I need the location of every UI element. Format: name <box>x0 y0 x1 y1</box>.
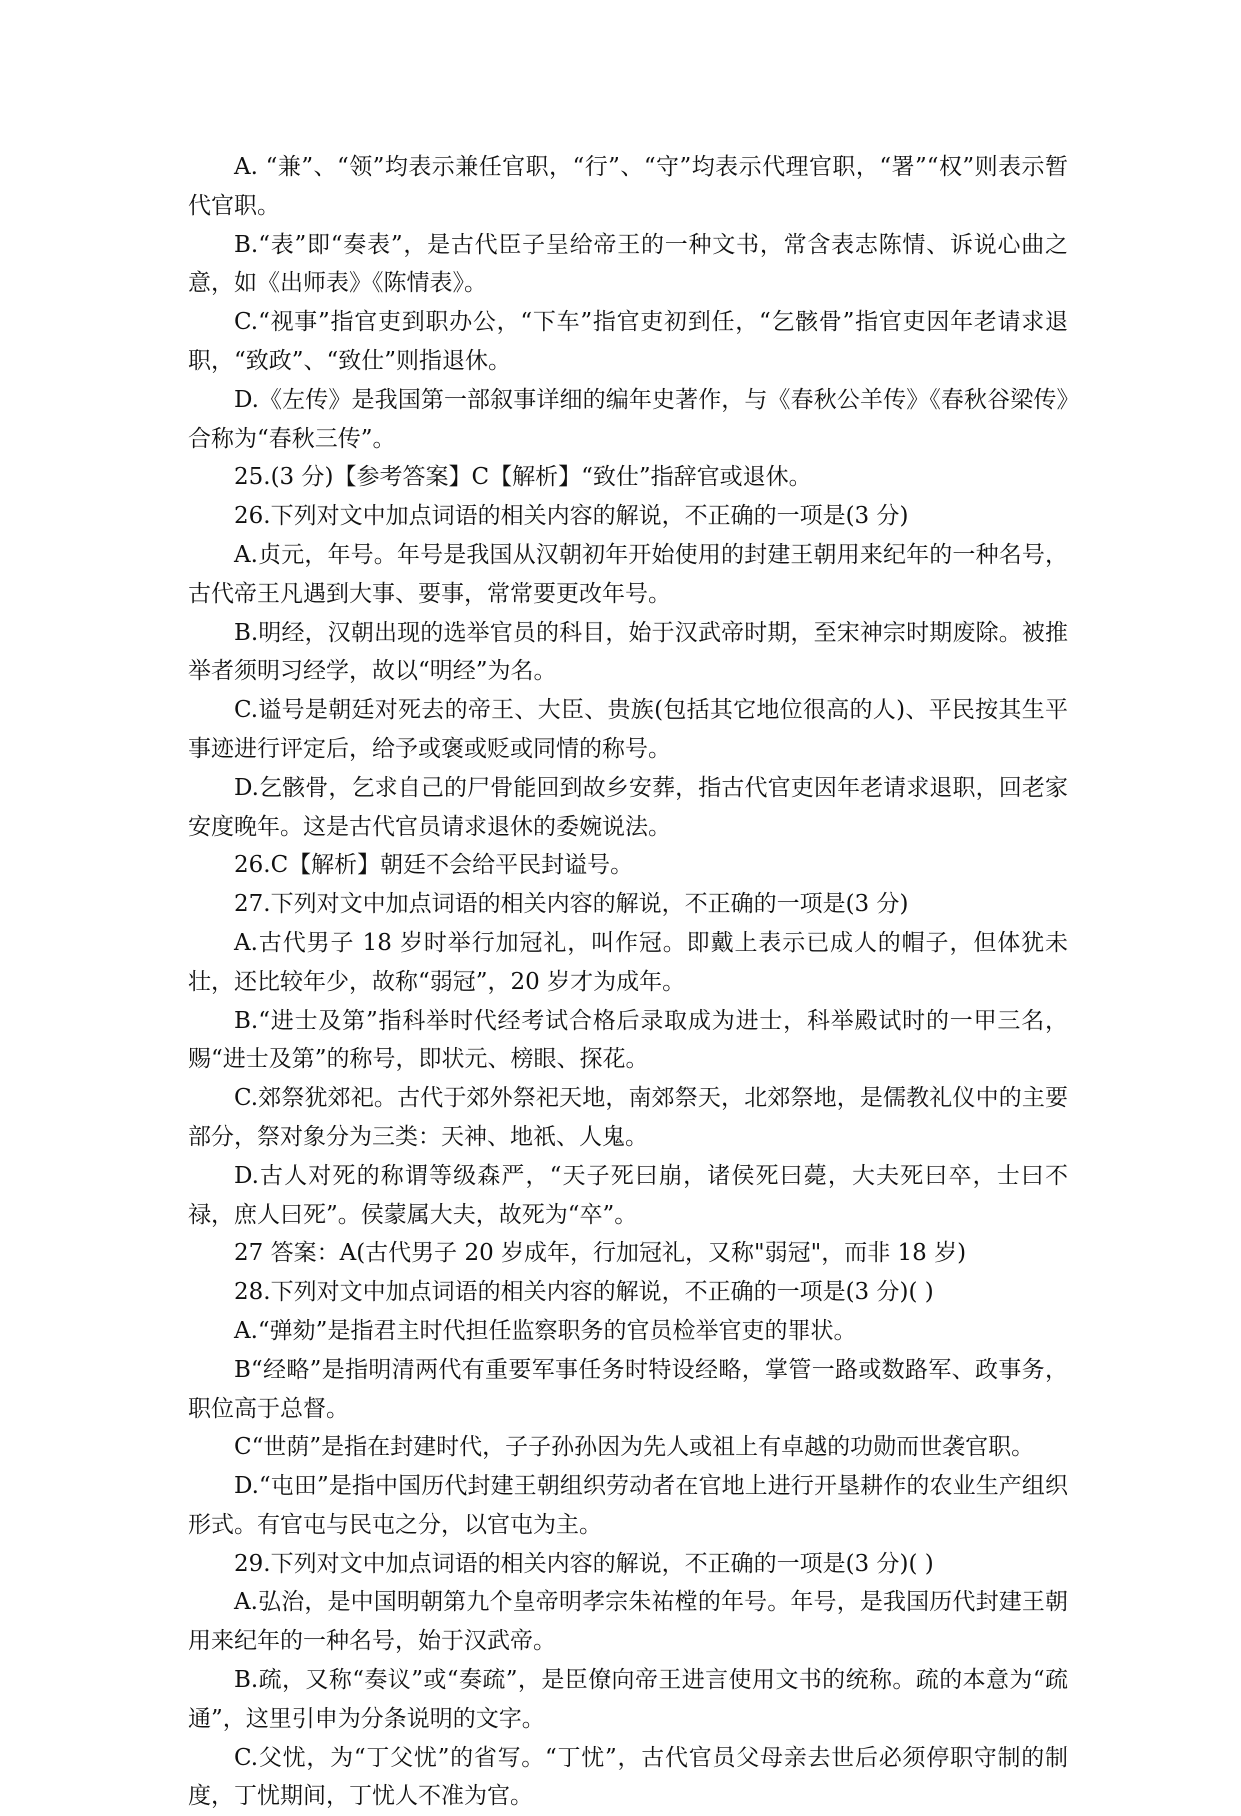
option-b-paragraph: B.“表”即“奏表”，是古代臣子呈给帝王的一种文书，常含表志陈情、诉说心曲之意，如《出师表》《陈情表》。 <box>188 231 1068 297</box>
question-28-option-c: C“世荫”是指在封建时代，子子孙孙因为先人或祖上有卓越的功勋而世袭官职。 <box>234 1434 1035 1461</box>
question-29-option-c: C.父忧，为“丁父忧”的省写。“丁忧”，古代官员父母亲去世后必须停职守制的制度，丁忧期间，丁忧人不准为官。 <box>188 1744 1068 1810</box>
question-28-option-d: D.“屯田”是指中国历代封建王朝组织劳动者在官地上进行开垦耕作的农业生产组织形式。有官屯与民屯之分，以官屯为主。 <box>188 1473 1068 1538</box>
option-d-paragraph: D.《左传》是我国第一部叙事详细的编年史著作，与《春秋公羊传》《春秋谷梁传》合称为“春秋三传”。 <box>188 386 1068 452</box>
answer-27: 27 答案：A(古代男子 20 岁成年，行加冠礼，又称"弱冠"，而非 18 岁) <box>234 1240 967 1267</box>
answer-25: 25.(3 分)【参考答案】C【解析】“致仕”指辞官或退休。 <box>234 464 812 491</box>
question-27-option-d: D.古人对死的称谓等级森严，“天子死曰崩，诸侯死曰薨，大夫死曰卒，士曰不禄，庶人曰死”。侯蒙属大夫，故死为“卒”。 <box>188 1162 1068 1228</box>
question-26-option-b: B.明经，汉朝出现的选举官员的科目，始于汉武帝时期，至宋神宗时期废除。被推举者须明习经学，故以“明经”为名。 <box>188 619 1068 685</box>
question-29-option-a: A.弘治，是中国明朝第九个皇帝明孝宗朱祐樘的年号。年号，是我国历代封建王朝用来纪年的一种名号，始于汉武帝。 <box>188 1589 1068 1655</box>
question-29: 29.下列对文中加点词语的相关内容的解说，不正确的一项是(3 分)( ) <box>234 1550 934 1577</box>
document-body <box>188 148 1068 1816</box>
question-28: 28.下列对文中加点词语的相关内容的解说，不正确的一项是(3 分)( ) <box>234 1279 934 1306</box>
question-26: 26.下列对文中加点词语的相关内容的解说，不正确的一项是(3 分) <box>234 503 909 530</box>
question-26-option-a: A.贞元，年号。年号是我国从汉朝初年开始使用的封建王朝用来纪年的一种名号，古代帝王凡遇到大事、要事，常常要更改年号。 <box>188 541 1068 607</box>
option-a-paragraph: A. “兼”、“领”均表示兼任官职，“行”、“守”均表示代理官职，“署”“权”则表示暂代官职。 <box>188 154 1068 219</box>
question-28-option-b: B“经略”是指明清两代有重要军事任务时特设经略，掌管一路或数路军、政事务，职位高于总督。 <box>188 1356 1068 1422</box>
question-26-option-c: C.谥号是朝廷对死去的帝王、大臣、贵族(包括其它地位很高的人)、平民按其生平事迹进行评定后，给予或褒或贬或同情的称号。 <box>188 697 1068 762</box>
question-27-option-a: A.古代男子 18 岁时举行加冠礼，叫作冠。即戴上表示已成人的帽子，但体犹未壮，还比较年少，故称“弱冠”，20 岁才为成年。 <box>188 929 1068 995</box>
answer-26: 26.C【解析】朝廷不会给平民封谥号。 <box>234 852 634 879</box>
question-27-option-b: B.“进士及第”指科举时代经考试合格后录取成为进士，科举殿试时的一甲三名，赐“进士及第”的称号，即状元、榜眼、探花。 <box>188 1007 1068 1073</box>
question-28-option-a: A.“弹劾”是指君主时代担任监察职务的官员检举官吏的罪状。 <box>234 1317 857 1344</box>
question-29-option-b: B.疏，又称“奏议”或“奏疏”，是臣僚向帝王进言使用文书的统称。疏的本意为“疏通”，这里引申为分条说明的文字。 <box>188 1667 1068 1732</box>
question-27: 27.下列对文中加点词语的相关内容的解说，不正确的一项是(3 分) <box>234 891 909 918</box>
question-27-option-c: C.郊祭犹郊祀。古代于郊外祭祀天地，南郊祭天，北郊祭地，是儒教礼仪中的主要部分，祭对象分为三类：天神、地祇、人鬼。 <box>188 1085 1068 1150</box>
option-c-paragraph: C.“视事”指官吏到职办公，“下车”指官吏初到任，“乞骸骨”指官吏因年老请求退职，“致政”、“致仕”则指退休。 <box>188 309 1068 374</box>
question-26-option-d: D.乞骸骨，乞求自己的尸骨能回到故乡安葬，指古代官吏因年老请求退职，回老家安度晚年。这是古代官员请求退休的委婉说法。 <box>188 774 1068 840</box>
